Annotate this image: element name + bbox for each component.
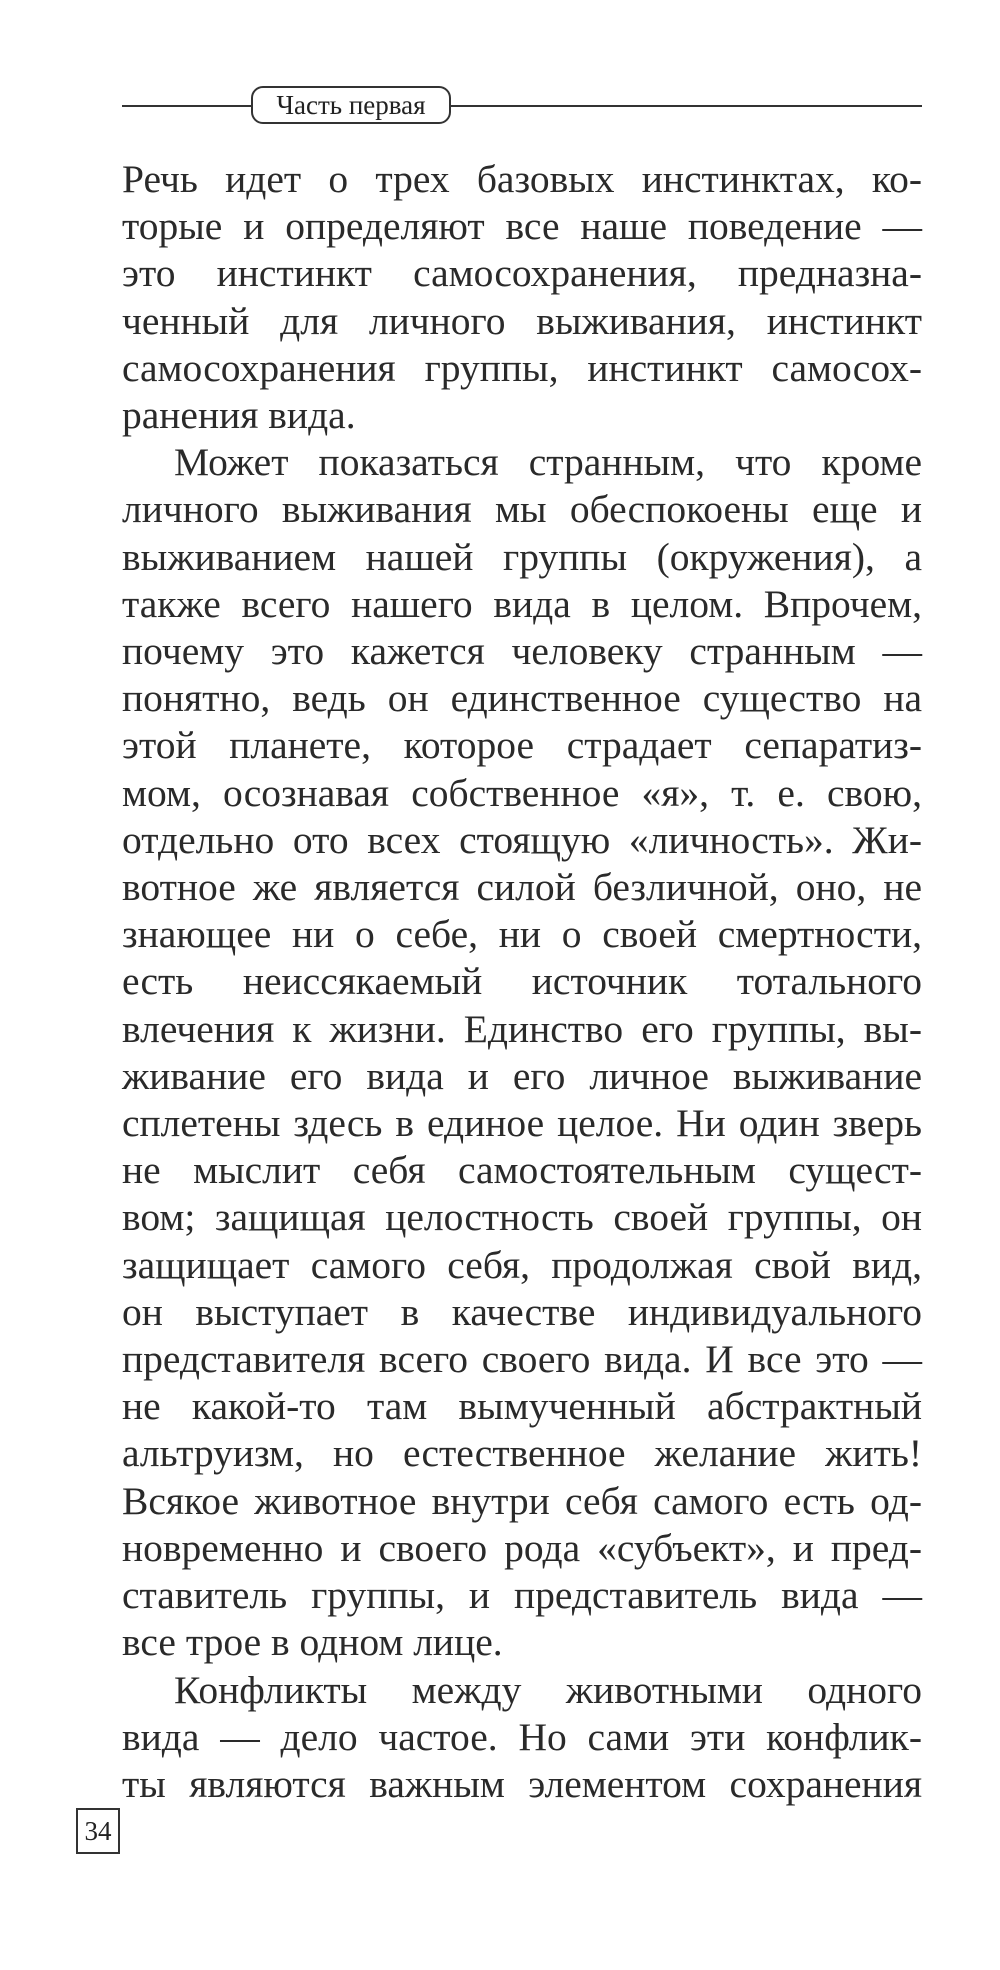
text-line: выживанием нашей группы (окружения), а	[122, 534, 922, 579]
text-line: сплетены здесь в единое целое. Ни один зверь	[122, 1101, 922, 1146]
text-line: этой планете, которое страдает сепаратиз-	[122, 723, 922, 768]
text-line: есть неиссякаемый источник тотального	[122, 959, 922, 1004]
text-line: Конфликты между животными одного	[174, 1667, 922, 1712]
body-text	[122, 156, 922, 1808]
text-line: ченный для личного выживания, инстинкт	[122, 298, 922, 343]
text-line: живание его вида и его личное выживание	[122, 1053, 922, 1098]
text-line: почему это кажется человеку странным —	[122, 629, 922, 674]
header-rule-left	[122, 105, 252, 107]
text-line: новременно и своего рода «субъект», и пред-	[122, 1525, 922, 1570]
header-rule-right	[451, 105, 922, 107]
text-line: не мыслит себя самостоятельным сущест-	[122, 1148, 922, 1193]
text-line: также всего нашего вида в целом. Впрочем,	[122, 581, 922, 626]
text-line: торые и определяют все наше поведение —	[122, 204, 922, 249]
section-label: Часть первая	[251, 86, 451, 124]
text-line: ты являются важным элементом сохранения	[122, 1761, 922, 1806]
text-line: вом; защищая целостность своей группы, он	[122, 1195, 922, 1240]
text-line: знающее ни о себе, ни о своей смертности,	[122, 912, 922, 957]
text-line: влечения к жизни. Единство его группы, вы-	[122, 1006, 922, 1051]
text-line: Речь идет о трех базовых инстинктах, ко-	[122, 157, 922, 201]
text-line: все трое в одном лице.	[122, 1620, 503, 1665]
text-line: ранения вида.	[122, 393, 356, 438]
text-line: понятно, ведь он единственное существо на	[122, 676, 922, 721]
text-line: мом, осознавая собственное «я», т. е. свою,	[122, 770, 922, 815]
text-line: это инстинкт самосохранения, предназна-	[122, 251, 922, 296]
text-line: он выступает в качестве индивидуального	[122, 1289, 922, 1334]
text-line: личного выживания мы обеспокоены еще и	[122, 487, 922, 532]
text-line: самосохранения группы, инстинкт самосох-	[122, 345, 922, 390]
text-line: не какой-то там вымученный абстрактный	[122, 1384, 922, 1429]
running-header	[122, 86, 922, 126]
text-line: представителя всего своего вида. И все это —	[122, 1337, 922, 1382]
text-line: защищает самого себя, продолжая свой вид,	[122, 1242, 922, 1287]
page-number: 34	[76, 1808, 120, 1854]
text-line: вида — дело частое. Но сами эти конфлик-	[122, 1714, 922, 1759]
text-line: ставитель группы, и представитель вида —	[122, 1573, 922, 1618]
text-line: альтруизм, но естественное желание жить!	[122, 1431, 922, 1476]
text-line: Всякое животное внутри себя самого есть од-	[122, 1478, 922, 1523]
text-line: вотное же является силой безличной, оно, не	[122, 865, 922, 910]
text-line: отдельно ото всех стоящую «личность». Жи-	[122, 817, 922, 862]
text-line: Может показаться странным, что кроме	[174, 440, 922, 485]
